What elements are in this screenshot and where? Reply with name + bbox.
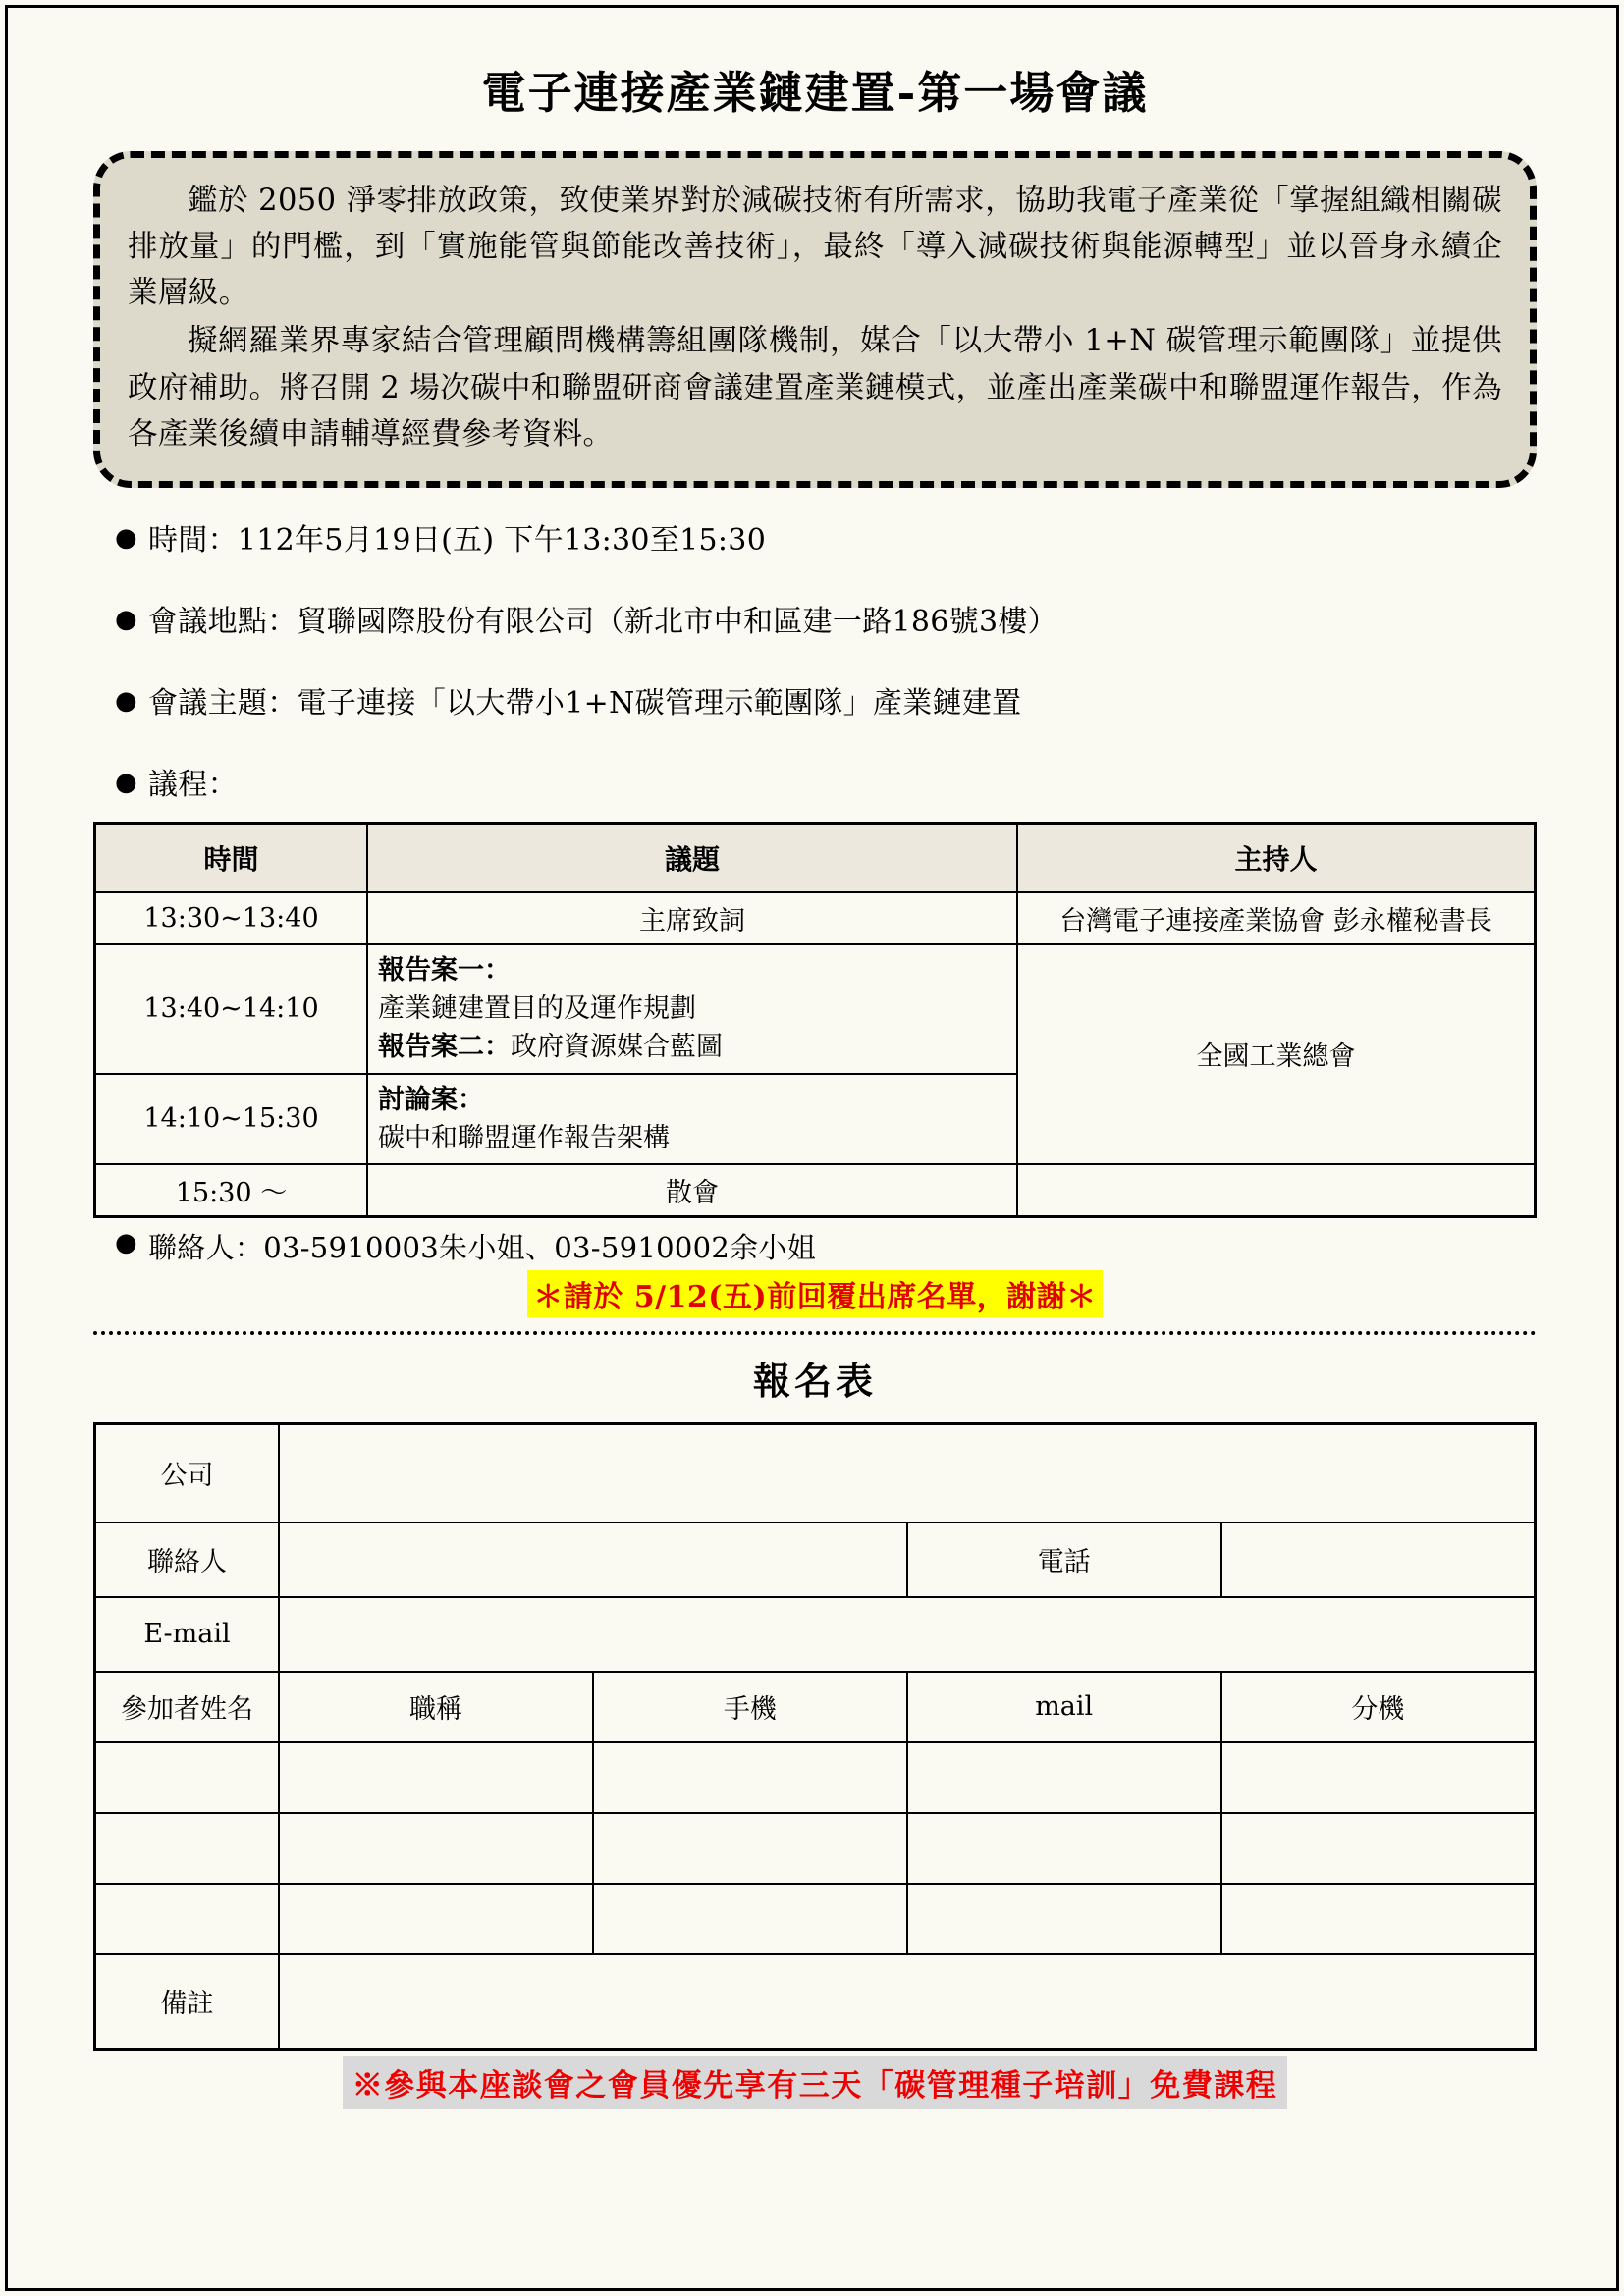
bullet-dot-icon: ●	[115, 605, 137, 635]
agenda-header-row	[95, 824, 1536, 893]
agenda-cell-host: 全國工業總會	[1017, 944, 1536, 1164]
agenda-cell-host	[1017, 1164, 1536, 1217]
footer-banner-container	[93, 2056, 1537, 2109]
agenda-topic-text-1: 碳中和聯盟運作報告架構	[378, 1122, 670, 1153]
agenda-cell-time: 14:10~15:30	[95, 1074, 368, 1164]
agenda-topic-label-2: 報告案二：	[378, 1032, 511, 1063]
form-field-remark[interactable]	[279, 1954, 1536, 2050]
form-header-mobile: 手機	[593, 1672, 907, 1742]
form-header-extension: 分機	[1221, 1672, 1536, 1742]
intro-callout-box	[93, 151, 1537, 489]
form-row-contact	[95, 1522, 1536, 1597]
bullet-dot-icon: ●	[115, 523, 137, 554]
bullet-item-agenda	[93, 766, 1537, 804]
form-field-name[interactable]	[95, 1742, 280, 1813]
agenda-cell-topic	[367, 1074, 1017, 1164]
form-field-position[interactable]	[279, 1742, 593, 1813]
form-field-company[interactable]	[279, 1423, 1536, 1522]
agenda-header-host: 主持人	[1017, 824, 1536, 893]
form-label-contact: 聯絡人	[95, 1522, 280, 1597]
form-field-extension[interactable]	[1221, 1884, 1536, 1954]
form-field-position[interactable]	[279, 1813, 593, 1884]
bullet-item-theme	[93, 684, 1537, 722]
form-field-extension[interactable]	[1221, 1742, 1536, 1813]
footer-promo-banner: ※參與本座談會之會員優先享有三天「碳管理種子培訓」免費課程	[343, 2056, 1288, 2109]
form-field-position[interactable]	[279, 1884, 593, 1954]
agenda-topic-label-1: 討論案：	[378, 1084, 484, 1115]
table-row	[95, 1742, 1536, 1813]
form-row-company	[95, 1423, 1536, 1522]
agenda-cell-topic: 散會	[367, 1164, 1017, 1217]
form-field-mail[interactable]	[907, 1813, 1221, 1884]
bullet-dot-icon: ●	[115, 686, 137, 717]
form-header-mail: mail	[907, 1672, 1221, 1742]
form-field-mail[interactable]	[907, 1742, 1221, 1813]
agenda-cell-time: 13:30~13:40	[95, 892, 368, 944]
form-label-phone: 電話	[907, 1522, 1221, 1597]
agenda-cell-topic	[367, 944, 1017, 1073]
registration-form-table	[93, 1422, 1537, 2051]
table-row	[95, 892, 1536, 944]
agenda-cell-host: 台灣電子連接產業協會 彭永權秘書長	[1017, 892, 1536, 944]
agenda-topic-text-1: 產業鏈建置目的及運作規劃	[378, 993, 696, 1025]
bullet-dot-icon: ●	[115, 768, 137, 798]
table-row	[95, 1884, 1536, 1954]
form-field-mobile[interactable]	[593, 1884, 907, 1954]
form-field-contact[interactable]	[279, 1522, 907, 1597]
form-participants-header-row	[95, 1672, 1536, 1742]
form-field-extension[interactable]	[1221, 1813, 1536, 1884]
agenda-topic-label-1: 報告案一：	[378, 955, 511, 987]
form-field-email[interactable]	[279, 1597, 1536, 1672]
table-row	[95, 1164, 1536, 1217]
agenda-cell-time: 13:40~14:10	[95, 944, 368, 1073]
form-field-name[interactable]	[95, 1884, 280, 1954]
form-field-phone[interactable]	[1221, 1522, 1536, 1597]
agenda-table	[93, 822, 1537, 1218]
form-header-position: 職稱	[279, 1672, 593, 1742]
bullet-dot-icon: ●	[115, 1227, 137, 1257]
agenda-header-topic: 議題	[367, 824, 1017, 893]
form-field-mobile[interactable]	[593, 1742, 907, 1813]
bullet-label-location: 會議地點：貿聯國際股份有限公司（新北市中和區建一路186號3樓）	[148, 605, 1057, 640]
bullet-label-theme: 會議主題：電子連接「以大帶小1+N碳管理示範團隊」產業鏈建置	[148, 686, 1022, 721]
form-label-email: E-mail	[95, 1597, 280, 1672]
intro-paragraph-1: 鑑於 2050 淨零排放政策，致使業界對於減碳技術有所需求，協助我電子產業從「掌握組織相關碳排放量」的門檻，到「實施能管與節能改善技術」，最終「導入減碳技術與能源轉型」並以晉身永續企業層級。	[128, 183, 1502, 311]
intro-paragraph-2: 擬網羅業界專家結合管理顧問機構籌組團隊機制，媒合「以大帶小 1+N 碳管理示範團隊」並提供政府補助。將召開 2 場次碳中和聯盟研商會議建置產業鏈模式，並產出產業碳中和聯盟運作報告，作為各產業後續申請輔導經費參考資料。	[128, 324, 1502, 452]
bullet-item-time	[93, 521, 1537, 560]
rsvp-notice-container	[93, 1270, 1537, 1317]
form-label-company: 公司	[95, 1423, 280, 1522]
contact-label: 聯絡人：03-5910003朱小姐、03-5910002余小姐	[148, 1230, 817, 1264]
agenda-topic-text-2: 政府資源媒合藍圖	[511, 1032, 723, 1063]
tear-off-divider	[93, 1331, 1537, 1335]
table-row	[95, 944, 1536, 1073]
bullet-label-agenda: 議程：	[148, 768, 238, 803]
agenda-cell-topic: 主席致詞	[367, 892, 1017, 944]
form-label-remark: 備註	[95, 1954, 280, 2050]
bullet-item-contact	[93, 1226, 1537, 1266]
bullet-item-location	[93, 603, 1537, 641]
agenda-header-time: 時間	[95, 824, 368, 893]
details-bullet-list	[93, 521, 1537, 804]
bullet-label-time: 時間：112年5月19日(五) 下午13:30至15:30	[148, 523, 767, 559]
form-header-name: 參加者姓名	[95, 1672, 280, 1742]
agenda-cell-time: 15:30 ～	[95, 1164, 368, 1217]
page-title: 電子連接產業鏈建置-第一場會議	[481, 67, 1149, 119]
form-field-name[interactable]	[95, 1813, 280, 1884]
registration-form-title: 報名表	[752, 1358, 877, 1403]
form-field-mobile[interactable]	[593, 1813, 907, 1884]
rsvp-notice: ＊請於 5/12(五)前回覆出席名單，謝謝＊	[527, 1270, 1102, 1317]
form-field-mail[interactable]	[907, 1884, 1221, 1954]
form-row-email	[95, 1597, 1536, 1672]
form-row-remark	[95, 1954, 1536, 2050]
table-row	[95, 1813, 1536, 1884]
